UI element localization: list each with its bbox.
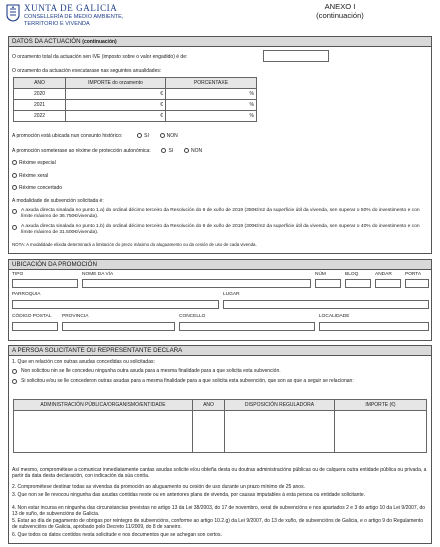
amount-cell[interactable]: €: [66, 111, 166, 122]
regime-general: Réxime xeral: [12, 173, 48, 179]
aid-option-some: Si solicitou e/ou se lle concederon outras axudas para a mesma finalidade para a que solicita esta subvención, que son as que a seguir se relacionan:: [12, 378, 428, 384]
porta-input[interactable]: [405, 279, 429, 288]
modality-a-radio[interactable]: [12, 209, 17, 214]
table-row: [14, 100, 257, 111]
concello-input[interactable]: [179, 322, 315, 331]
xunta-emblem-icon: [6, 4, 20, 22]
tipo-input[interactable]: [12, 279, 78, 288]
col-percent: PORCENTAXE: [166, 78, 257, 89]
via-input[interactable]: [82, 279, 311, 288]
provincia-input[interactable]: [62, 322, 175, 331]
table-row: [14, 89, 257, 100]
label-cp: CÓDIGO POSTAL: [12, 314, 52, 319]
label-parroquia: PARROQUIA: [12, 292, 41, 297]
regulation-cell[interactable]: [225, 411, 335, 453]
regime-special: Réxime especial: [12, 160, 56, 166]
col-year: ANO: [14, 78, 66, 89]
label-concello: CONCELLO: [179, 314, 206, 319]
aid-none-radio[interactable]: [12, 369, 17, 374]
percent-cell[interactable]: %: [166, 111, 257, 122]
col-year: ANO: [193, 400, 225, 411]
declaration-item-3: 3. Que non se lle revocou ningunha das axudas contidas neste ou en anteriores plans de vivenda, por causas imputables á esta persoa ou entidade solicitante.: [12, 492, 366, 498]
section-actuation-data: [8, 36, 432, 254]
label-num: NÚM: [315, 272, 326, 277]
other-aids-table: [13, 399, 427, 453]
year-cell[interactable]: [193, 411, 225, 453]
bloq-input[interactable]: [345, 279, 371, 288]
department-name: CONSELLERÍA DE MEDIO AMBIENTE, TERRITORIO E VIVENDA: [24, 14, 124, 27]
administration-cell[interactable]: [14, 411, 193, 453]
declaration-item-4: 4. Non estar incursa en ningunha das circunstancias previstas no artigo 13 da Lei 38/2003, do 17 de novembro, xeral de subvencións e nos apartados 2 e 3 do artigo 10 da Lei 9/2007, do 13 de xuño, de subvencións de Galicia.: [12, 505, 426, 518]
declaration-item-1: 1. Que en relación con outras axudas concedidas ou solicitadas:: [12, 359, 155, 365]
historic-no-radio[interactable]: [160, 133, 165, 138]
andar-input[interactable]: [375, 279, 401, 288]
regime-general-radio[interactable]: [12, 173, 17, 178]
document-header: [0, 0, 440, 34]
year-cell: 2020: [14, 89, 66, 100]
protection-question: A promoción someterase ao réxime de protección autonómica: SI NON: [12, 148, 203, 154]
percent-cell[interactable]: %: [166, 89, 257, 100]
col-regulation: DISPOSICIÓN REGULADORA: [225, 400, 335, 411]
budget-total-input[interactable]: [263, 50, 329, 62]
modality-note: NOTA: A modalidade elixida determinará a limitación do prezo máximo do aluguamento ou da cesión de uso de cada vivenda.: [12, 242, 257, 247]
col-amount: IMPORTE do orzamento: [66, 78, 166, 89]
lugar-input[interactable]: [223, 300, 429, 309]
declaration-item-2: 2. Comprométese destinar todas as vivendas da promoción ao aluguamento ou cesión de uso durante un prazo mínimo de 25 anos.: [12, 484, 305, 490]
aid-option-none: Non solicitou nin se lle concedeu ningunha outra axuda para a mesma finalidade para a que solicita esta subvención.: [12, 368, 428, 374]
label-porta: PORTA: [405, 272, 422, 277]
section-title: DATOS DA ACTUACIÓN (continuación): [9, 37, 431, 47]
historic-yes-radio[interactable]: [137, 133, 142, 138]
protection-no-radio[interactable]: [184, 148, 189, 153]
historic-question: A promoción está ubicada nun conxunto histórico: SI NON: [12, 133, 178, 139]
section-title: UBICACIÓN DA PROMOCIÓN: [9, 260, 431, 270]
protection-yes-radio[interactable]: [161, 148, 166, 153]
label-andar: ANDAR: [375, 272, 392, 277]
parroquia-input[interactable]: [12, 300, 219, 309]
annuities-table: [13, 77, 257, 122]
label-provincia: PROVINCIA: [62, 314, 89, 319]
localidade-input[interactable]: [319, 322, 429, 331]
aid-some-radio[interactable]: [12, 379, 17, 384]
commitment-text: Así mesmo, comprométese a comunicar inmediatamente cantas axudas solicite e/ou obteña desta ou doutras administracións públicas ou de calquera outra entidade pública ou privada, a partir da data desta declaración, con indicación da súa contía.: [12, 467, 427, 480]
amount-cell[interactable]: [335, 411, 427, 453]
modality-b-radio[interactable]: [12, 225, 17, 230]
annuities-question: O orzamento da actuación executarase nas seguintes anualidades:: [12, 68, 162, 74]
section-title: A PERSOA SOLICITANTE OU REPRESENTANTE DECLARA: [9, 346, 431, 356]
regime-concerted: Réxime concertado: [12, 185, 62, 191]
num-input[interactable]: [315, 279, 341, 288]
regime-special-radio[interactable]: [12, 160, 17, 165]
modality-option-b: A axuda directa sinalada no punto 1.b) do ordinal décimo terceiro da Resolución do 6 de xuño de 2019 (300€/m2 da superficie útil da vivenda, sen superar o 40% do investimento e con límite máximo de 31.500€/vivenda).: [12, 224, 428, 236]
percent-cell[interactable]: %: [166, 100, 257, 111]
regime-concerted-radio[interactable]: [12, 185, 17, 190]
amount-cell[interactable]: €: [66, 100, 166, 111]
declaration-item-6: 6. Que todos os datos contidos nesta solicitude e nos documentos que se achegan son certos.: [12, 532, 222, 538]
label-localidade: LOCALIDADE: [319, 314, 350, 319]
label-lugar: LUGAR: [223, 292, 240, 297]
modality-question: A modalidade de subvención solicitada é:: [12, 198, 104, 204]
declaration-item-5: 5. Estar ao día de pagamento de obrigas por reintegro de subvencións, conforme ao artigo 10.2.g) da Lei 9/2007, do 13 de xuño, de subvencións de Galicia, e o artigo 9 do Regulamento de subvencións de Galicia, aprobado polo Decreto 11/2009, do 8 de xaneiro.: [12, 518, 424, 531]
col-administration: ADMINISTRACIÓN PÚBLICA/ORGANISMO/ENTIDADE: [14, 400, 193, 411]
section-declaration: [8, 345, 432, 544]
annex-title: ANEXO I (continuación): [316, 2, 364, 21]
table-row: [14, 411, 427, 453]
amount-cell[interactable]: €: [66, 89, 166, 100]
year-cell: 2022: [14, 111, 66, 122]
modality-option-a: A axuda directa sinalada no punto 1.a) do ordinal décimo terceiro da Resolución do 6 de xuño de 2019 (350€/m2 da superficie útil da vivenda, sen superar o 50% do investimento e con límite máximo de 36.750€/vivenda).: [12, 208, 428, 220]
cp-input[interactable]: [12, 322, 58, 331]
label-tipo: TIPO: [12, 272, 24, 277]
col-amount: IMPORTE (€): [335, 400, 427, 411]
table-row: [14, 111, 257, 122]
section-location: [8, 259, 432, 341]
budget-question: O orzamento total da actuación sen IVE (imposto sobre o valor engadido) é de:: [12, 54, 188, 60]
year-cell: 2021: [14, 100, 66, 111]
label-bloq: BLOQ: [345, 272, 359, 277]
label-via: NOME DA VÍA: [82, 272, 114, 277]
org-name: XUNTA DE GALICIA: [24, 3, 118, 13]
